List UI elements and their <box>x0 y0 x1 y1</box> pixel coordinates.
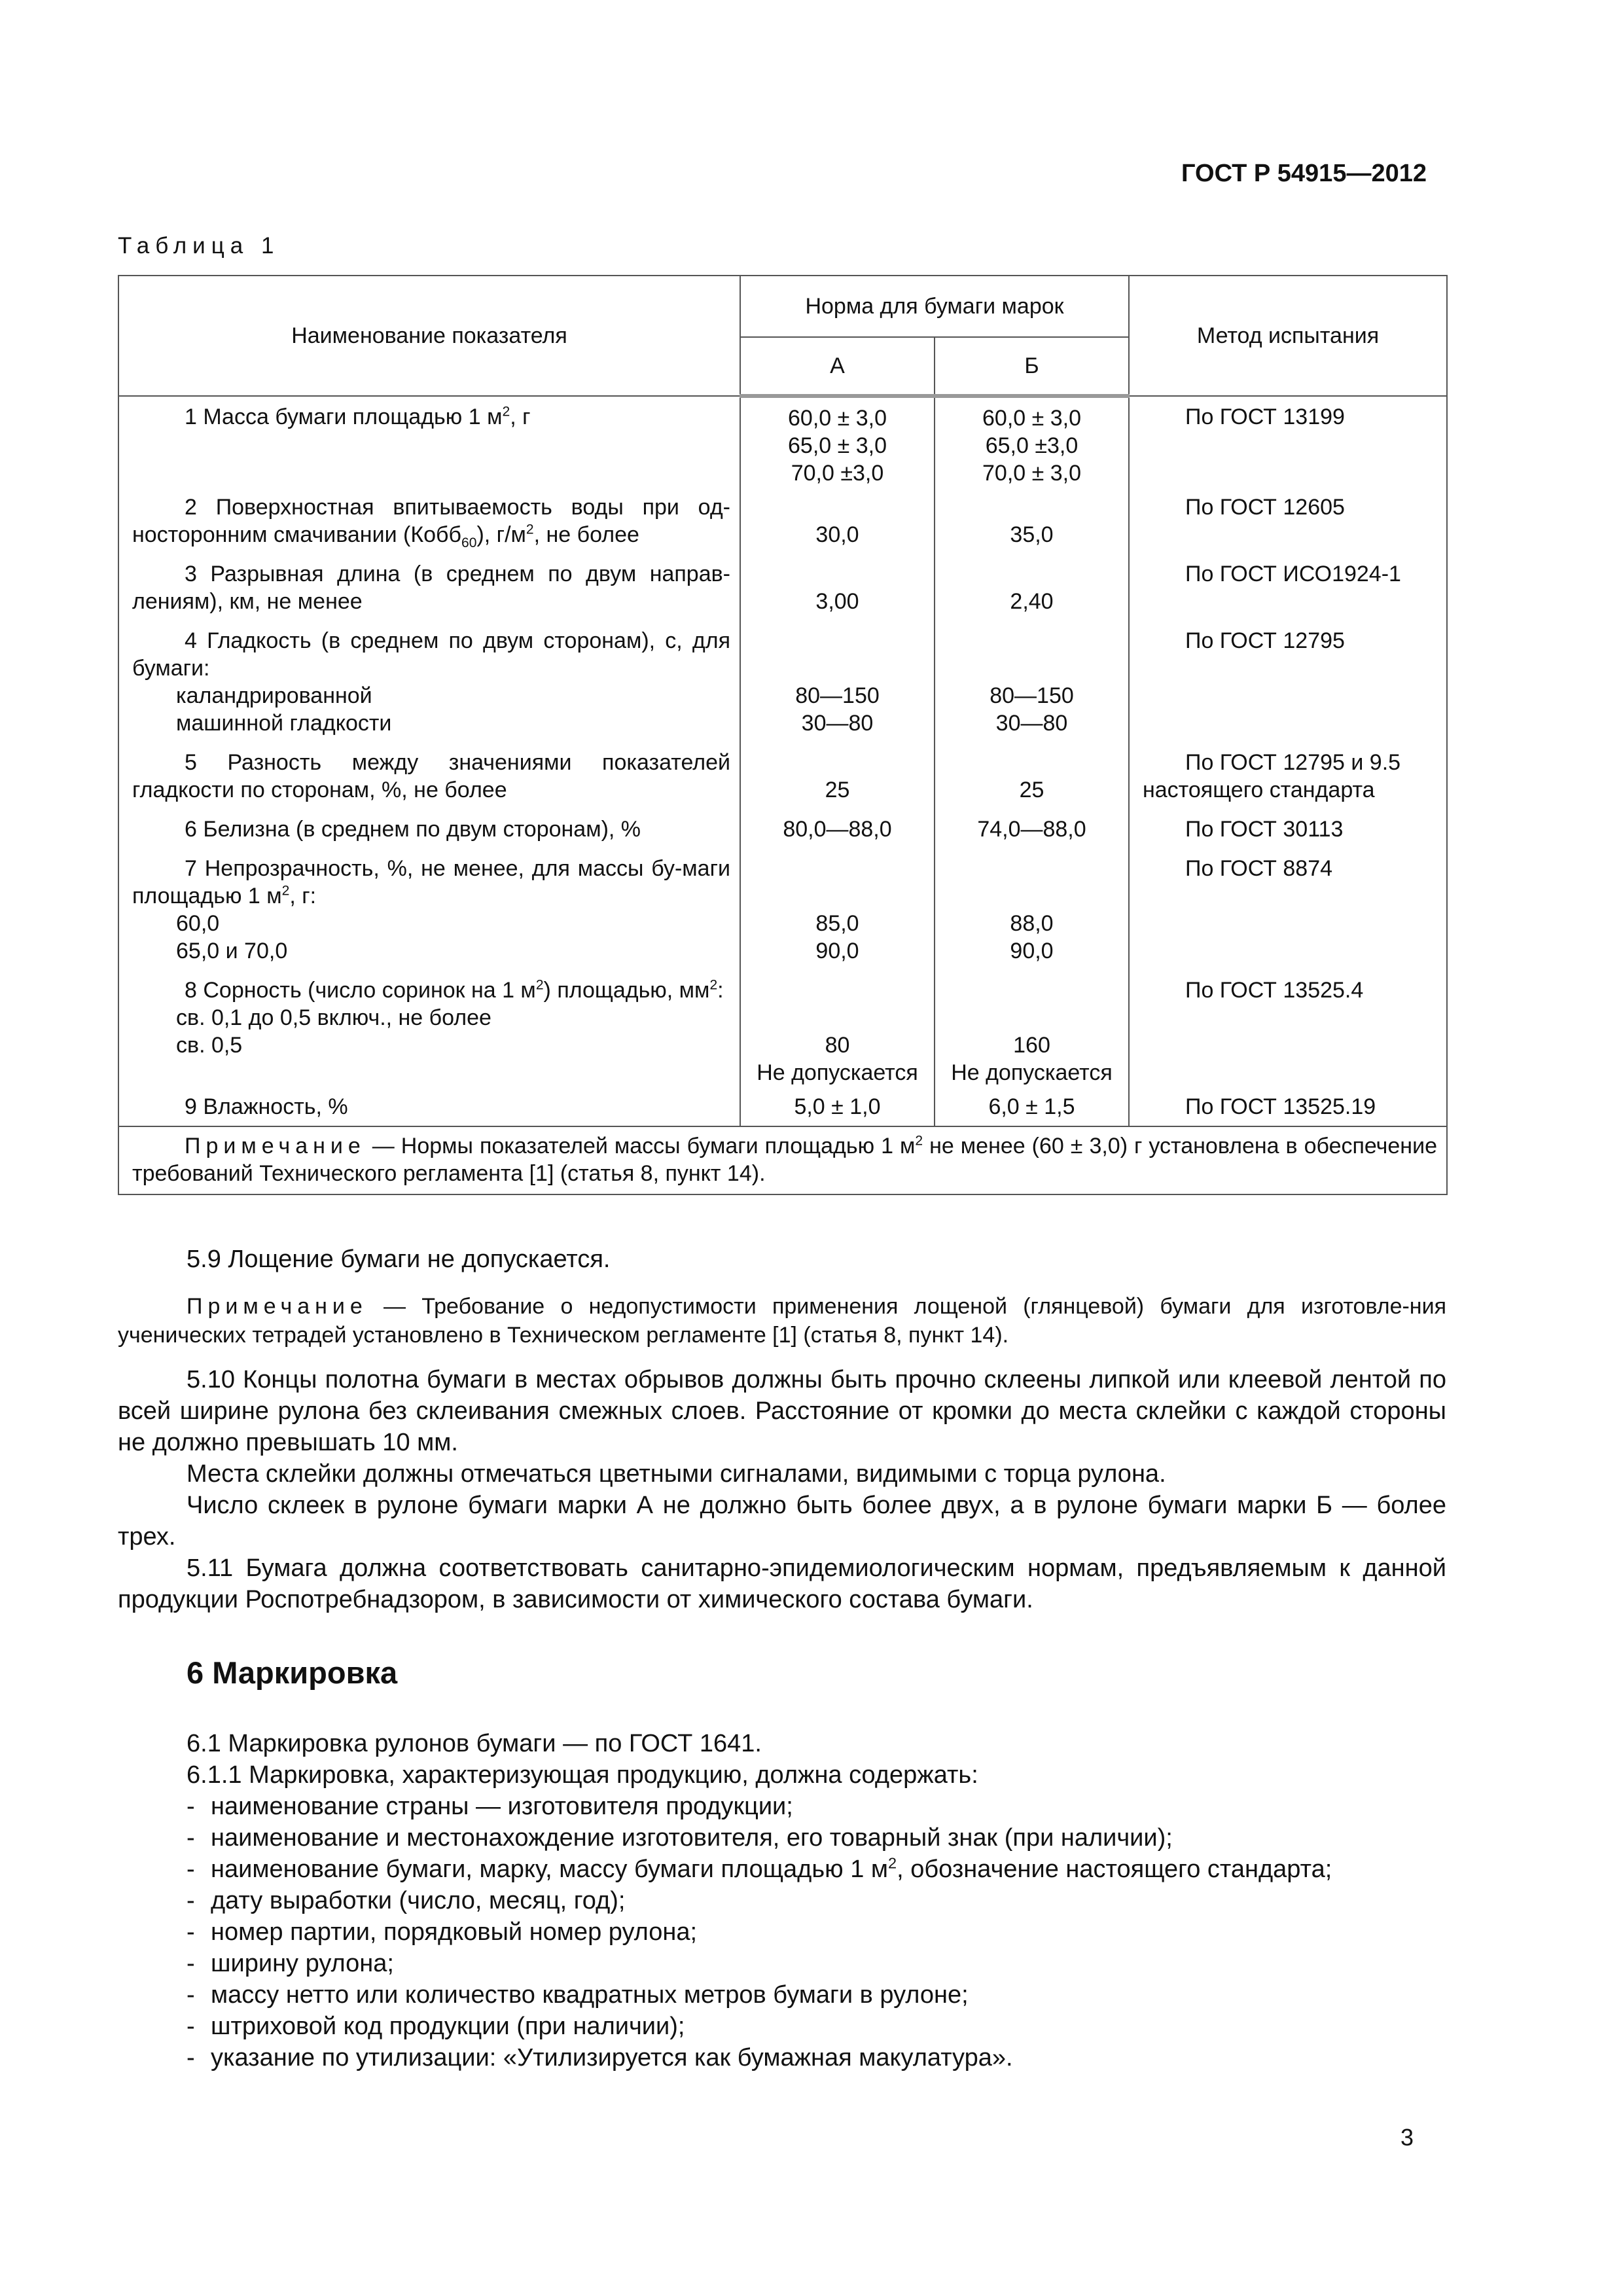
table-caption: Таблица 1 <box>118 233 280 259</box>
grade-a-value: 30,0 <box>740 487 935 554</box>
clause-5-11: 5.11 Бумага должна соответствовать санитарно-эпидемиологическим нормам, предъявляемым к данной продукции Роспотребнадзором, в зависимости от химического состава бумаги. <box>118 1554 1446 1613</box>
header-test-method: Метод испытания <box>1129 276 1447 396</box>
grade-b-value: 6,0 ± 1,5 <box>935 1086 1129 1126</box>
grade-a-value: 60,0 ± 3,0 65,0 ± 3,0 70,0 ±3,0 <box>740 396 935 487</box>
grade-a-value: 80,0—88,0 <box>740 809 935 848</box>
test-method: По ГОСТ 13525.19 <box>1129 1086 1447 1126</box>
header-norm: Норма для бумаги марок <box>740 276 1129 337</box>
indicator-name: 7 Непрозрачность, %, не менее, для массы бу-маги площадью 1 $м^2$, г: 60,0 65,0 и 70,0 <box>118 848 740 970</box>
grade-b-value: 80—150 30—80 <box>935 620 1129 742</box>
table-row <box>118 396 1447 487</box>
indicator-name: 6 Белизна (в среднем по двум сторонам), % <box>118 809 740 848</box>
grade-b-value: 88,0 90,0 <box>935 848 1129 970</box>
test-method: По ГОСТ 8874 <box>1129 848 1447 970</box>
section-6-body <box>118 1728 1446 2073</box>
indicator-name: 3 Разрывная длина (в среднем по двум направ-лениям), км, не менее <box>118 554 740 620</box>
grade-b-value: 35,0 <box>935 487 1129 554</box>
indicator-name: 9 Влажность, % <box>118 1086 740 1126</box>
table-row <box>118 809 1447 848</box>
list-item: - наименование бумаги, марку, массу бумаги площадью 1 $м^2$, обозначение настоящего стандарта; <box>187 1854 1332 1883</box>
grade-a-value: 85,0 90,0 <box>740 848 935 970</box>
table-note-row <box>118 1126 1447 1194</box>
clause-5-10: 5.10 Концы полотна бумаги в местах обрывов должны быть прочно склеены липкой или клеевой лентой по всей ширине рулона без склеивания смежных слоев. Расстояние от кромки до места склейки с каждой стороны не должно превышать 10 мм. <box>118 1366 1446 1456</box>
test-method: По ГОСТ 12605 <box>1129 487 1447 554</box>
grade-b-value: 2,40 <box>935 554 1129 620</box>
clause-6-1: 6.1 Маркировка рулонов бумаги — по ГОСТ 1641. <box>187 1730 762 1757</box>
table-row <box>118 848 1447 970</box>
test-method: По ГОСТ 30113 <box>1129 809 1447 848</box>
section-6-heading: 6 Маркировка <box>187 1655 398 1690</box>
list-item: - наименование страны — изготовителя продукции; <box>187 1793 793 1820</box>
test-method: По ГОСТ ИСО1924-1 <box>1129 554 1447 620</box>
header-grade-b: Б <box>935 337 1129 396</box>
indicator-name: 8 Сорность (число соринок на 1 $м^2$) площадью, $мм^2$: св. 0,1 до 0,5 включ., не более св. 0,5 <box>118 970 740 1086</box>
grade-b-value: 25 <box>935 742 1129 809</box>
header-indicator-name: Наименование показателя <box>118 276 740 396</box>
page-number: 3 <box>1400 2124 1414 2151</box>
clause-5-10-paragraph: Места склейки должны отмечаться цветными сигналами, видимыми с торца рулона. <box>187 1460 1166 1488</box>
clause-5-9: 5.9 Лощение бумаги не допускается. <box>187 1246 611 1273</box>
indicator-name: 5 Разность между значениями показателей гладкости по сторонам, %, не более <box>118 742 740 809</box>
list-item: - дату выработки (число, месяц, год); <box>187 1887 626 1914</box>
grade-a-value: 80—150 30—80 <box>740 620 935 742</box>
list-item: - номер партии, порядковый номер рулона; <box>187 1918 698 1946</box>
table-note: Примечание — Нормы показателей массы бумаги площадью 1 $м^2$ не менее (60 ± 3,0) г установлена в обеспечение требований Технического регламента [1] (статья 8, пункт 14). <box>118 1126 1447 1194</box>
indicator-name: 2 Поверхностная впитываемость воды при од-носторонним смачивании (Кобб$_{60}$), $г/м^2$, не более <box>118 487 740 554</box>
table-row <box>118 487 1447 554</box>
test-method: По ГОСТ 13525.4 <box>1129 970 1447 1086</box>
grade-b-value: 60,0 ± 3,0 65,0 ±3,0 70,0 ± 3,0 <box>935 396 1129 487</box>
body-text <box>118 1244 1446 1615</box>
grade-a-value: 3,00 <box>740 554 935 620</box>
indicator-name: 1 Масса бумаги площадью 1 $м^2$, г <box>118 396 740 487</box>
table-row <box>118 970 1447 1086</box>
grade-a-value: 25 <box>740 742 935 809</box>
grade-a-value: 5,0 ± 1,0 <box>740 1086 935 1126</box>
header-grade-a: А <box>740 337 935 396</box>
grade-a-value: 80 Не допускается <box>740 970 935 1086</box>
clause-5-10-paragraph: Число склеек в рулоне бумаги марки А не должно быть более двух, а в рулоне бумаги марки Б — более трех. <box>118 1492 1446 1551</box>
test-method: По ГОСТ 12795 <box>1129 620 1447 742</box>
grade-b-value: 74,0—88,0 <box>935 809 1129 848</box>
grade-b-value: 160 Не допускается <box>935 970 1129 1086</box>
test-method: По ГОСТ 12795 и 9.5 настоящего стандарта <box>1129 742 1447 809</box>
clause-6-1-1: 6.1.1 Маркировка, характеризующая продукцию, должна содержать: <box>187 1761 978 1789</box>
list-item: - указание по утилизации: «Утилизируется как бумажная макулатура». <box>187 2044 1013 2072</box>
table-row <box>118 742 1447 809</box>
document-code: ГОСТ Р 54915—2012 <box>1181 160 1427 187</box>
test-method: По ГОСТ 13199 <box>1129 396 1447 487</box>
table-row <box>118 620 1447 742</box>
marking-list <box>118 1791 1446 2073</box>
list-item: - ширину рулона; <box>187 1950 394 1977</box>
table-1 <box>118 275 1448 1195</box>
indicator-name: 4 Гладкость (в среднем по двум сторонам), с, для бумаги: каландрированной машинной гладкости <box>118 620 740 742</box>
clause-5-9-note: Примечание — Требование о недопустимости применения лощеной (глянцевой) бумаги для изготовле-ния ученических тетрадей установлено в Техническом регламенте [1] (статья 8, пункт 14). <box>118 1294 1446 1348</box>
note-label: Примечание <box>185 1134 366 1158</box>
list-item: - штриховой код продукции (при наличии); <box>187 2013 685 2040</box>
list-item: - наименование и местонахождение изготовителя, его товарный знак (при наличии); <box>187 1824 1173 1852</box>
table-row <box>118 1086 1447 1126</box>
list-item: - массу нетто или количество квадратных метров бумаги в рулоне; <box>187 1981 969 2009</box>
table-row <box>118 554 1447 620</box>
